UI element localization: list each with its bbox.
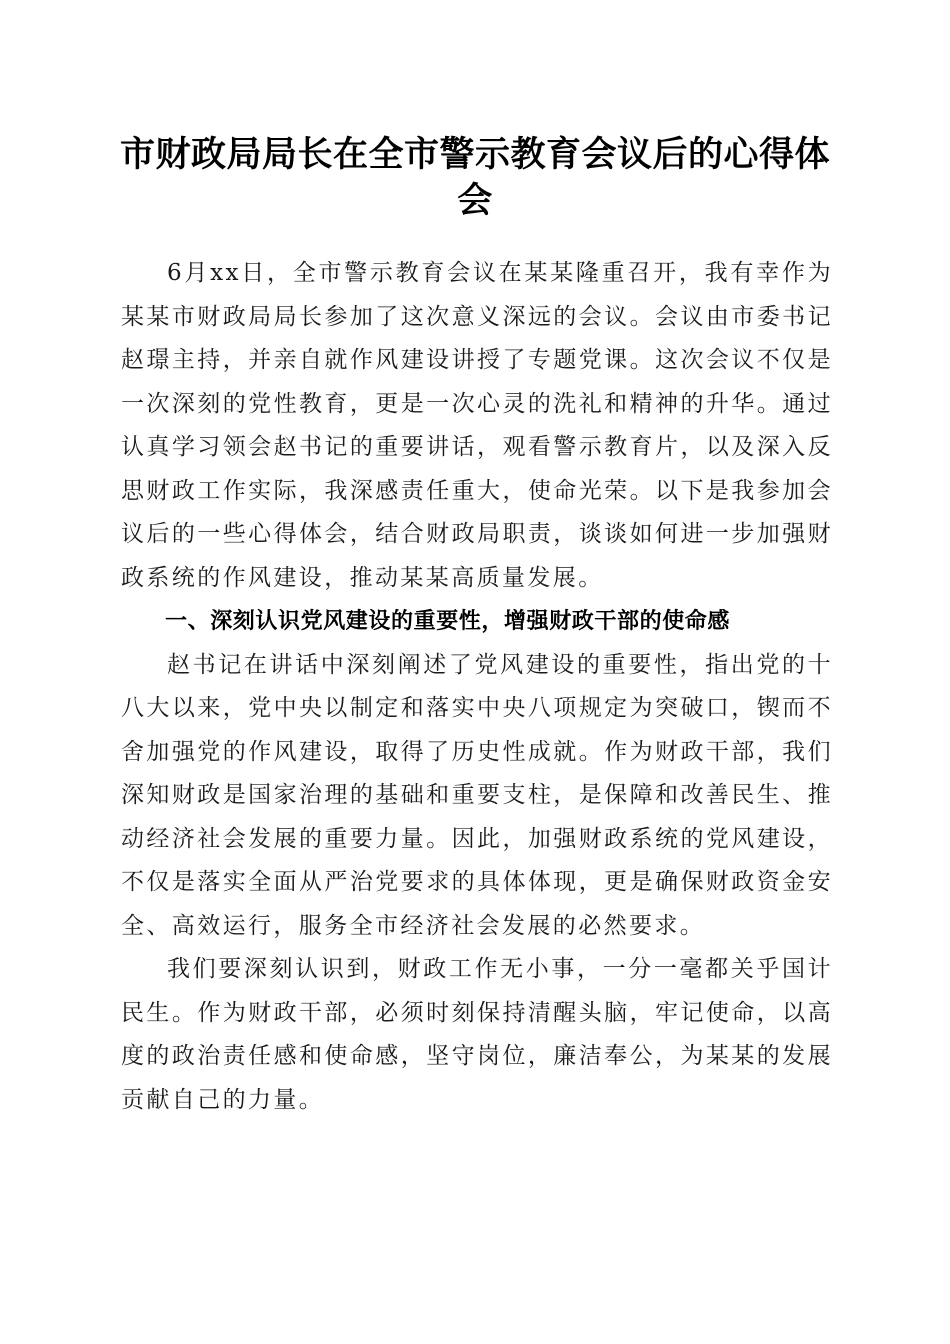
document-body (121, 252, 833, 1122)
document-title: 市财政局局长在全市警示教育会议后的心得体会 (119, 134, 830, 221)
intro-paragraph: 6月xx日，全市警示教育会议在某某隆重召开，我有幸作为某某市财政局局长参加了这次意义深远的会议。会议由市委书记赵璟主持，并亲自就作风建设讲授了专题党课。这次会议不仅是一次深刻的党性教育，更是一次心灵的洗礼和精神的升华。通过认真学习领会赵书记的重要讲话，观看警示教育片，以及深入反思财政工作实际，我深感责任重大，使命光荣。以下是我参加会议后的一些心得体会，结合财政局职责，谈谈如何进一步加强财政系统的作风建设，推动某某高质量发展。 (121, 260, 833, 591)
section-1-paragraph-1: 赵书记在讲话中深刻阐述了党风建设的重要性，指出党的十八大以来，党中央以制定和落实中央八项规定为突破口，锲而不舍加强党的作风建设，取得了历史性成就。作为财政干部，我们深知财政是国家治理的基础和重要支柱，是保障和改善民生、推动经济社会发展的重要力量。因此，加强财政系统的党风建设，不仅是落实全面从严治党要求的具体体现，更是确保财政资金安全、高效运行，服务全市经济社会发展的必然要求。 (121, 651, 833, 939)
section-heading-1: 一、深刻认识党风建设的重要性，增强财政干部的使命感 (165, 609, 731, 634)
section-1-paragraph-2: 我们要深刻认识到，财政工作无小事，一分一毫都关乎国计民生。作为财政干部，必须时刻保持清醒头脑，牢记使命，以高度的政治责任感和使命感，坚守岗位，廉洁奉公，为某某的发展贡献自己的力量。 (121, 956, 833, 1113)
